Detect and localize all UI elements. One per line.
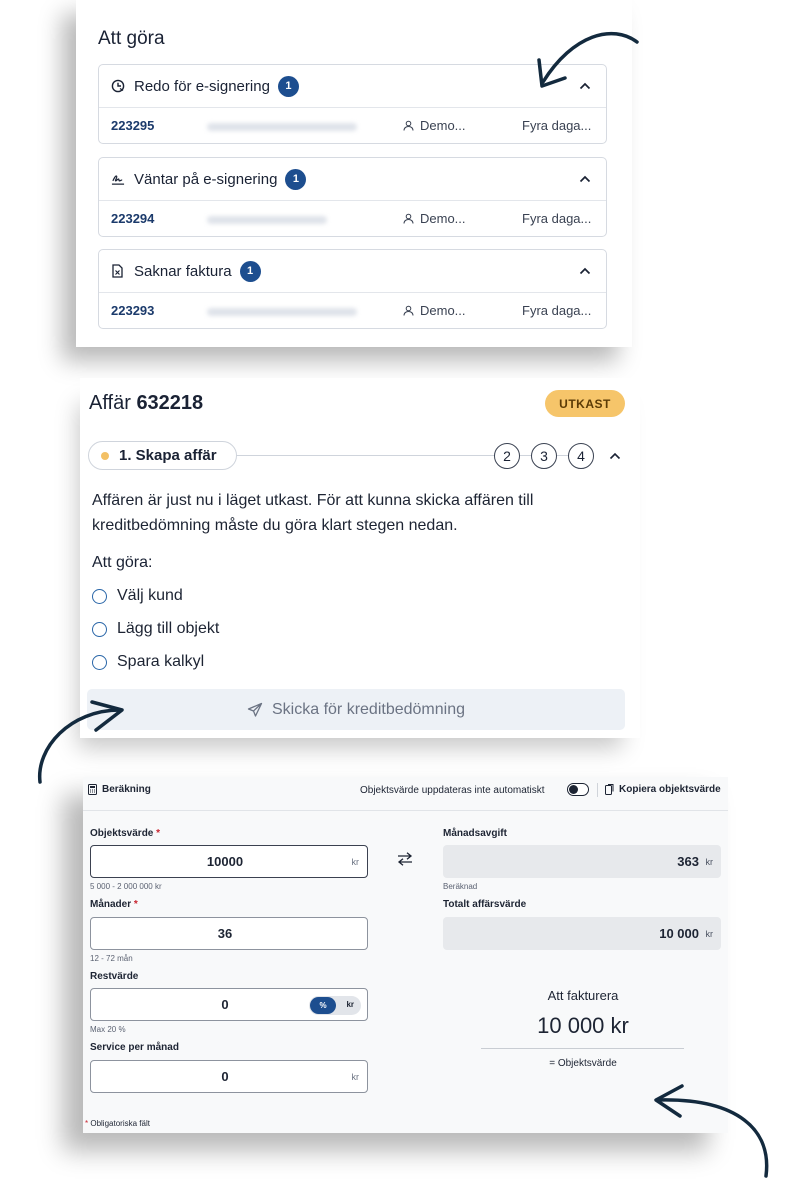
unit-label: kr	[705, 929, 713, 939]
unit-label: kr	[351, 857, 359, 867]
copy-object-value-button[interactable]	[605, 784, 721, 795]
residual-input[interactable]	[90, 988, 368, 1021]
residual-hint: Max 20 %	[90, 1025, 126, 1034]
radio-button[interactable]	[92, 655, 107, 670]
field-value: 10 000	[659, 926, 699, 941]
annotation-arrow-icon	[525, 20, 655, 100]
deal-id[interactable]: 223294	[111, 211, 155, 226]
deal-description: Affären är just nu i läget utkast. För att kunna skicka affären till kreditbedömning måste du göra klart stegen nedan.	[92, 492, 534, 534]
group-title: Väntar på e-signering	[134, 170, 278, 188]
group-title: Redo för e-signering	[134, 77, 270, 95]
customer-name-blurred	[207, 216, 327, 224]
user-icon	[403, 213, 414, 224]
months-hint: 12 - 72 mån	[90, 954, 133, 963]
user-cell	[403, 211, 466, 226]
user-name: Demo...	[420, 211, 466, 226]
stepper-line	[230, 455, 580, 456]
group-title: Saknar faktura	[134, 262, 232, 280]
list-item[interactable]	[99, 108, 606, 144]
group-header[interactable]	[99, 250, 606, 293]
todo-group-missing-invoice	[98, 249, 607, 329]
total-value-label: Totalt affärsvärde	[443, 899, 527, 910]
auto-update-label: Objektsvärde uppdateras inte automatiskt	[360, 785, 545, 796]
count-badge: 1	[240, 261, 261, 282]
step-3[interactable]: 3	[531, 443, 557, 469]
customer-name-blurred	[207, 308, 357, 316]
step-1-label: 1. Skapa affär	[119, 447, 217, 464]
send-button-label: Skicka för kreditbedömning	[272, 700, 465, 718]
divider	[481, 1048, 684, 1049]
calculation-title	[88, 784, 151, 795]
customer-name-blurred	[207, 123, 357, 131]
radio-button[interactable]	[92, 589, 107, 604]
user-name: Demo...	[420, 118, 466, 133]
unit-toggle[interactable]	[309, 996, 361, 1015]
todo-title: Att göra	[98, 28, 165, 49]
list-item[interactable]	[99, 201, 606, 237]
required-footnote: * Obligatoriska fält	[85, 1119, 150, 1128]
todo-item-choose-customer[interactable]	[92, 587, 183, 605]
chevron-up-icon[interactable]	[578, 264, 592, 278]
copy-icon	[605, 784, 614, 795]
signature-icon	[111, 172, 125, 186]
input-value: 0	[221, 1069, 229, 1084]
unit-label: kr	[351, 1072, 359, 1082]
calculation-header	[83, 777, 728, 811]
user-icon	[403, 120, 414, 131]
service-input[interactable]	[90, 1060, 368, 1093]
input-value: 0	[221, 997, 229, 1012]
input-value: 10000	[206, 854, 244, 869]
chevron-up-icon[interactable]	[578, 172, 592, 186]
invoice-value: 10 000 kr	[537, 1013, 629, 1038]
annotation-arrow-icon	[648, 1080, 778, 1180]
kr-option[interactable]: kr	[346, 1000, 354, 1009]
step-2[interactable]: 2	[494, 443, 520, 469]
swap-icon[interactable]	[397, 852, 413, 866]
count-badge: 1	[278, 76, 299, 97]
date-cell: Fyra daga...	[522, 303, 592, 318]
todo-item-label: Välj kund	[117, 587, 183, 604]
step-status-dot	[101, 452, 109, 460]
annotation-arrow-icon	[30, 698, 130, 788]
service-label: Service per månad	[90, 1042, 179, 1053]
todo-item-add-object[interactable]	[92, 620, 219, 638]
monthly-fee-label: Månadsavgift	[443, 828, 507, 839]
user-cell	[403, 303, 466, 318]
todo-item-label: Lägg till objekt	[117, 620, 220, 637]
months-label: Månader *	[90, 899, 138, 910]
send-for-credit-assessment-button[interactable]	[87, 689, 625, 730]
send-icon	[247, 702, 263, 718]
todo-item-save-calculation[interactable]	[92, 653, 204, 671]
user-name: Demo...	[420, 303, 466, 318]
input-value: 36	[217, 926, 233, 941]
todo-group-waiting-for-esign	[98, 157, 607, 237]
unit-label: kr	[705, 857, 713, 867]
date-cell: Fyra daga...	[522, 211, 592, 226]
deal-title	[89, 392, 203, 415]
step-1[interactable]	[88, 441, 237, 470]
invoice-title: Att fakturera	[547, 988, 619, 1003]
deal-id[interactable]: 223293	[111, 303, 155, 318]
divider	[597, 783, 598, 797]
todo-item-label: Spara kalkyl	[117, 653, 205, 670]
date-cell: Fyra daga...	[522, 118, 592, 133]
chevron-up-icon[interactable]	[608, 449, 622, 463]
clock-signature-icon	[111, 79, 125, 93]
status-badge: UTKAST	[545, 390, 625, 417]
calculation-title-text: Beräkning	[102, 784, 151, 795]
field-value: 363	[677, 854, 699, 869]
deal-panel	[80, 378, 640, 738]
invoice-missing-icon	[111, 264, 125, 278]
total-value-field	[443, 917, 721, 950]
deal-label: Affär	[89, 392, 131, 414]
object-value-input[interactable]	[90, 845, 368, 878]
user-icon	[403, 305, 414, 316]
object-value-label: Objektsvärde *	[90, 828, 161, 839]
group-header[interactable]	[99, 158, 606, 201]
auto-update-toggle[interactable]	[567, 783, 589, 796]
list-item[interactable]	[99, 293, 606, 329]
monthly-fee-hint: Beräknad	[443, 882, 478, 891]
monthly-fee-field	[443, 845, 721, 878]
calculation-panel	[83, 777, 728, 1133]
residual-label: Restvärde	[90, 971, 139, 982]
calculator-icon	[88, 784, 97, 795]
step-4[interactable]: 4	[568, 443, 594, 469]
todo-heading: Att göra:	[92, 554, 153, 571]
user-cell	[403, 118, 466, 133]
copy-label: Kopiera objektsvärde	[619, 784, 721, 795]
months-input[interactable]	[90, 917, 368, 950]
count-badge: 1	[285, 169, 306, 190]
percent-option[interactable]: %	[310, 997, 336, 1014]
deal-number: 632218	[136, 392, 204, 414]
invoice-note: = Objektsvärde	[549, 1058, 617, 1069]
object-value-hint: 5 000 - 2 000 000 kr	[90, 882, 162, 891]
deal-id[interactable]: 223295	[111, 118, 155, 133]
radio-button[interactable]	[92, 622, 107, 637]
